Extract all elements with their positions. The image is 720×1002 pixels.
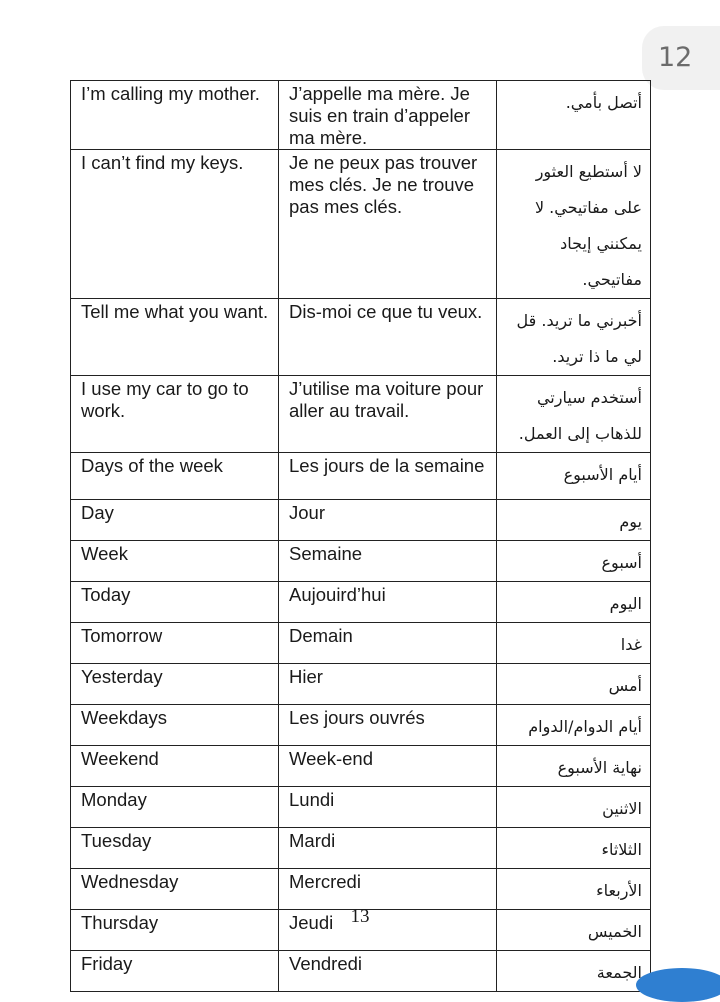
arabic-cell: أستخدم سيارتي للذهاب إلى العمل. xyxy=(497,376,651,453)
french-cell: Dis-moi ce que tu veux. xyxy=(279,299,497,376)
french-cell: Jeudi xyxy=(279,910,497,951)
table-row xyxy=(71,81,651,150)
page-badge xyxy=(642,26,720,90)
english-cell: I can’t find my keys. xyxy=(71,150,279,299)
french-cell: Semaine xyxy=(279,541,497,582)
arabic-cell: الخميس xyxy=(497,910,651,951)
page-badge-number: 12 xyxy=(658,42,693,73)
english-cell: Week xyxy=(71,541,279,582)
arabic-cell: أيام الدوام/الدوام xyxy=(497,705,651,746)
french-cell: Aujouird’hui xyxy=(279,582,497,623)
arabic-cell: أيام الأسبوع xyxy=(497,453,651,500)
english-cell: Days of the week xyxy=(71,453,279,500)
table-row xyxy=(71,500,651,541)
table-row xyxy=(71,541,651,582)
french-cell: Mardi xyxy=(279,828,497,869)
vocabulary-table-body xyxy=(71,81,651,992)
table-row xyxy=(71,376,651,453)
french-cell: Les jours de la semaine xyxy=(279,453,497,500)
table-row xyxy=(71,828,651,869)
arabic-cell: أمس xyxy=(497,664,651,705)
table-row xyxy=(71,623,651,664)
french-cell: Week-end xyxy=(279,746,497,787)
english-cell: Thursday xyxy=(71,910,279,951)
french-cell: Les jours ouvrés xyxy=(279,705,497,746)
arabic-cell: أتصل بأمي. xyxy=(497,81,651,150)
french-cell: Lundi xyxy=(279,787,497,828)
arabic-cell: الاثنين xyxy=(497,787,651,828)
english-cell: Yesterday xyxy=(71,664,279,705)
english-cell: Weekend xyxy=(71,746,279,787)
table-row xyxy=(71,150,651,299)
table-row xyxy=(71,664,651,705)
table-row xyxy=(71,787,651,828)
table-row xyxy=(71,869,651,910)
english-cell: Weekdays xyxy=(71,705,279,746)
english-cell: Monday xyxy=(71,787,279,828)
table-row xyxy=(71,951,651,992)
arabic-cell: الجمعة xyxy=(497,951,651,992)
page-number: 13 xyxy=(350,906,370,927)
english-cell: Tuesday xyxy=(71,828,279,869)
english-cell: I use my car to go to work. xyxy=(71,376,279,453)
arabic-cell: الأربعاء xyxy=(497,869,651,910)
english-cell: Friday xyxy=(71,951,279,992)
vocabulary-table xyxy=(70,80,651,992)
french-cell: Vendredi xyxy=(279,951,497,992)
arabic-cell: نهاية الأسبوع xyxy=(497,746,651,787)
french-cell: Jour xyxy=(279,500,497,541)
english-cell: Wednesday xyxy=(71,869,279,910)
english-cell: Tell me what you want. xyxy=(71,299,279,376)
english-cell: Today xyxy=(71,582,279,623)
french-cell: Hier xyxy=(279,664,497,705)
arabic-cell: أخبرني ما تريد. قل لي ما ذا تريد. xyxy=(497,299,651,376)
english-cell: I’m calling my mother. xyxy=(71,81,279,150)
table-row xyxy=(71,705,651,746)
english-cell: Day xyxy=(71,500,279,541)
french-cell: J’appelle ma mère. Je suis en train d’appeler ma mère. xyxy=(279,81,497,150)
arabic-cell: أسبوع xyxy=(497,541,651,582)
arabic-cell: غدا xyxy=(497,623,651,664)
arabic-cell: اليوم xyxy=(497,582,651,623)
table-row xyxy=(71,299,651,376)
french-cell: Mercredi xyxy=(279,869,497,910)
french-cell: J’utilise ma voiture pour aller au travail. xyxy=(279,376,497,453)
french-cell: Je ne peux pas trouver mes clés. Je ne trouve pas mes clés. xyxy=(279,150,497,299)
table-row xyxy=(71,453,651,500)
arabic-cell: لا أستطيع العثور على مفاتيحي. لا يمكنني إيجاد مفاتيحي. xyxy=(497,150,651,299)
french-cell: Demain xyxy=(279,623,497,664)
arabic-cell: الثلاثاء xyxy=(497,828,651,869)
english-cell: Tomorrow xyxy=(71,623,279,664)
table-row xyxy=(71,746,651,787)
corner-decoration xyxy=(636,968,720,1002)
arabic-cell: يوم xyxy=(497,500,651,541)
table-row xyxy=(71,582,651,623)
